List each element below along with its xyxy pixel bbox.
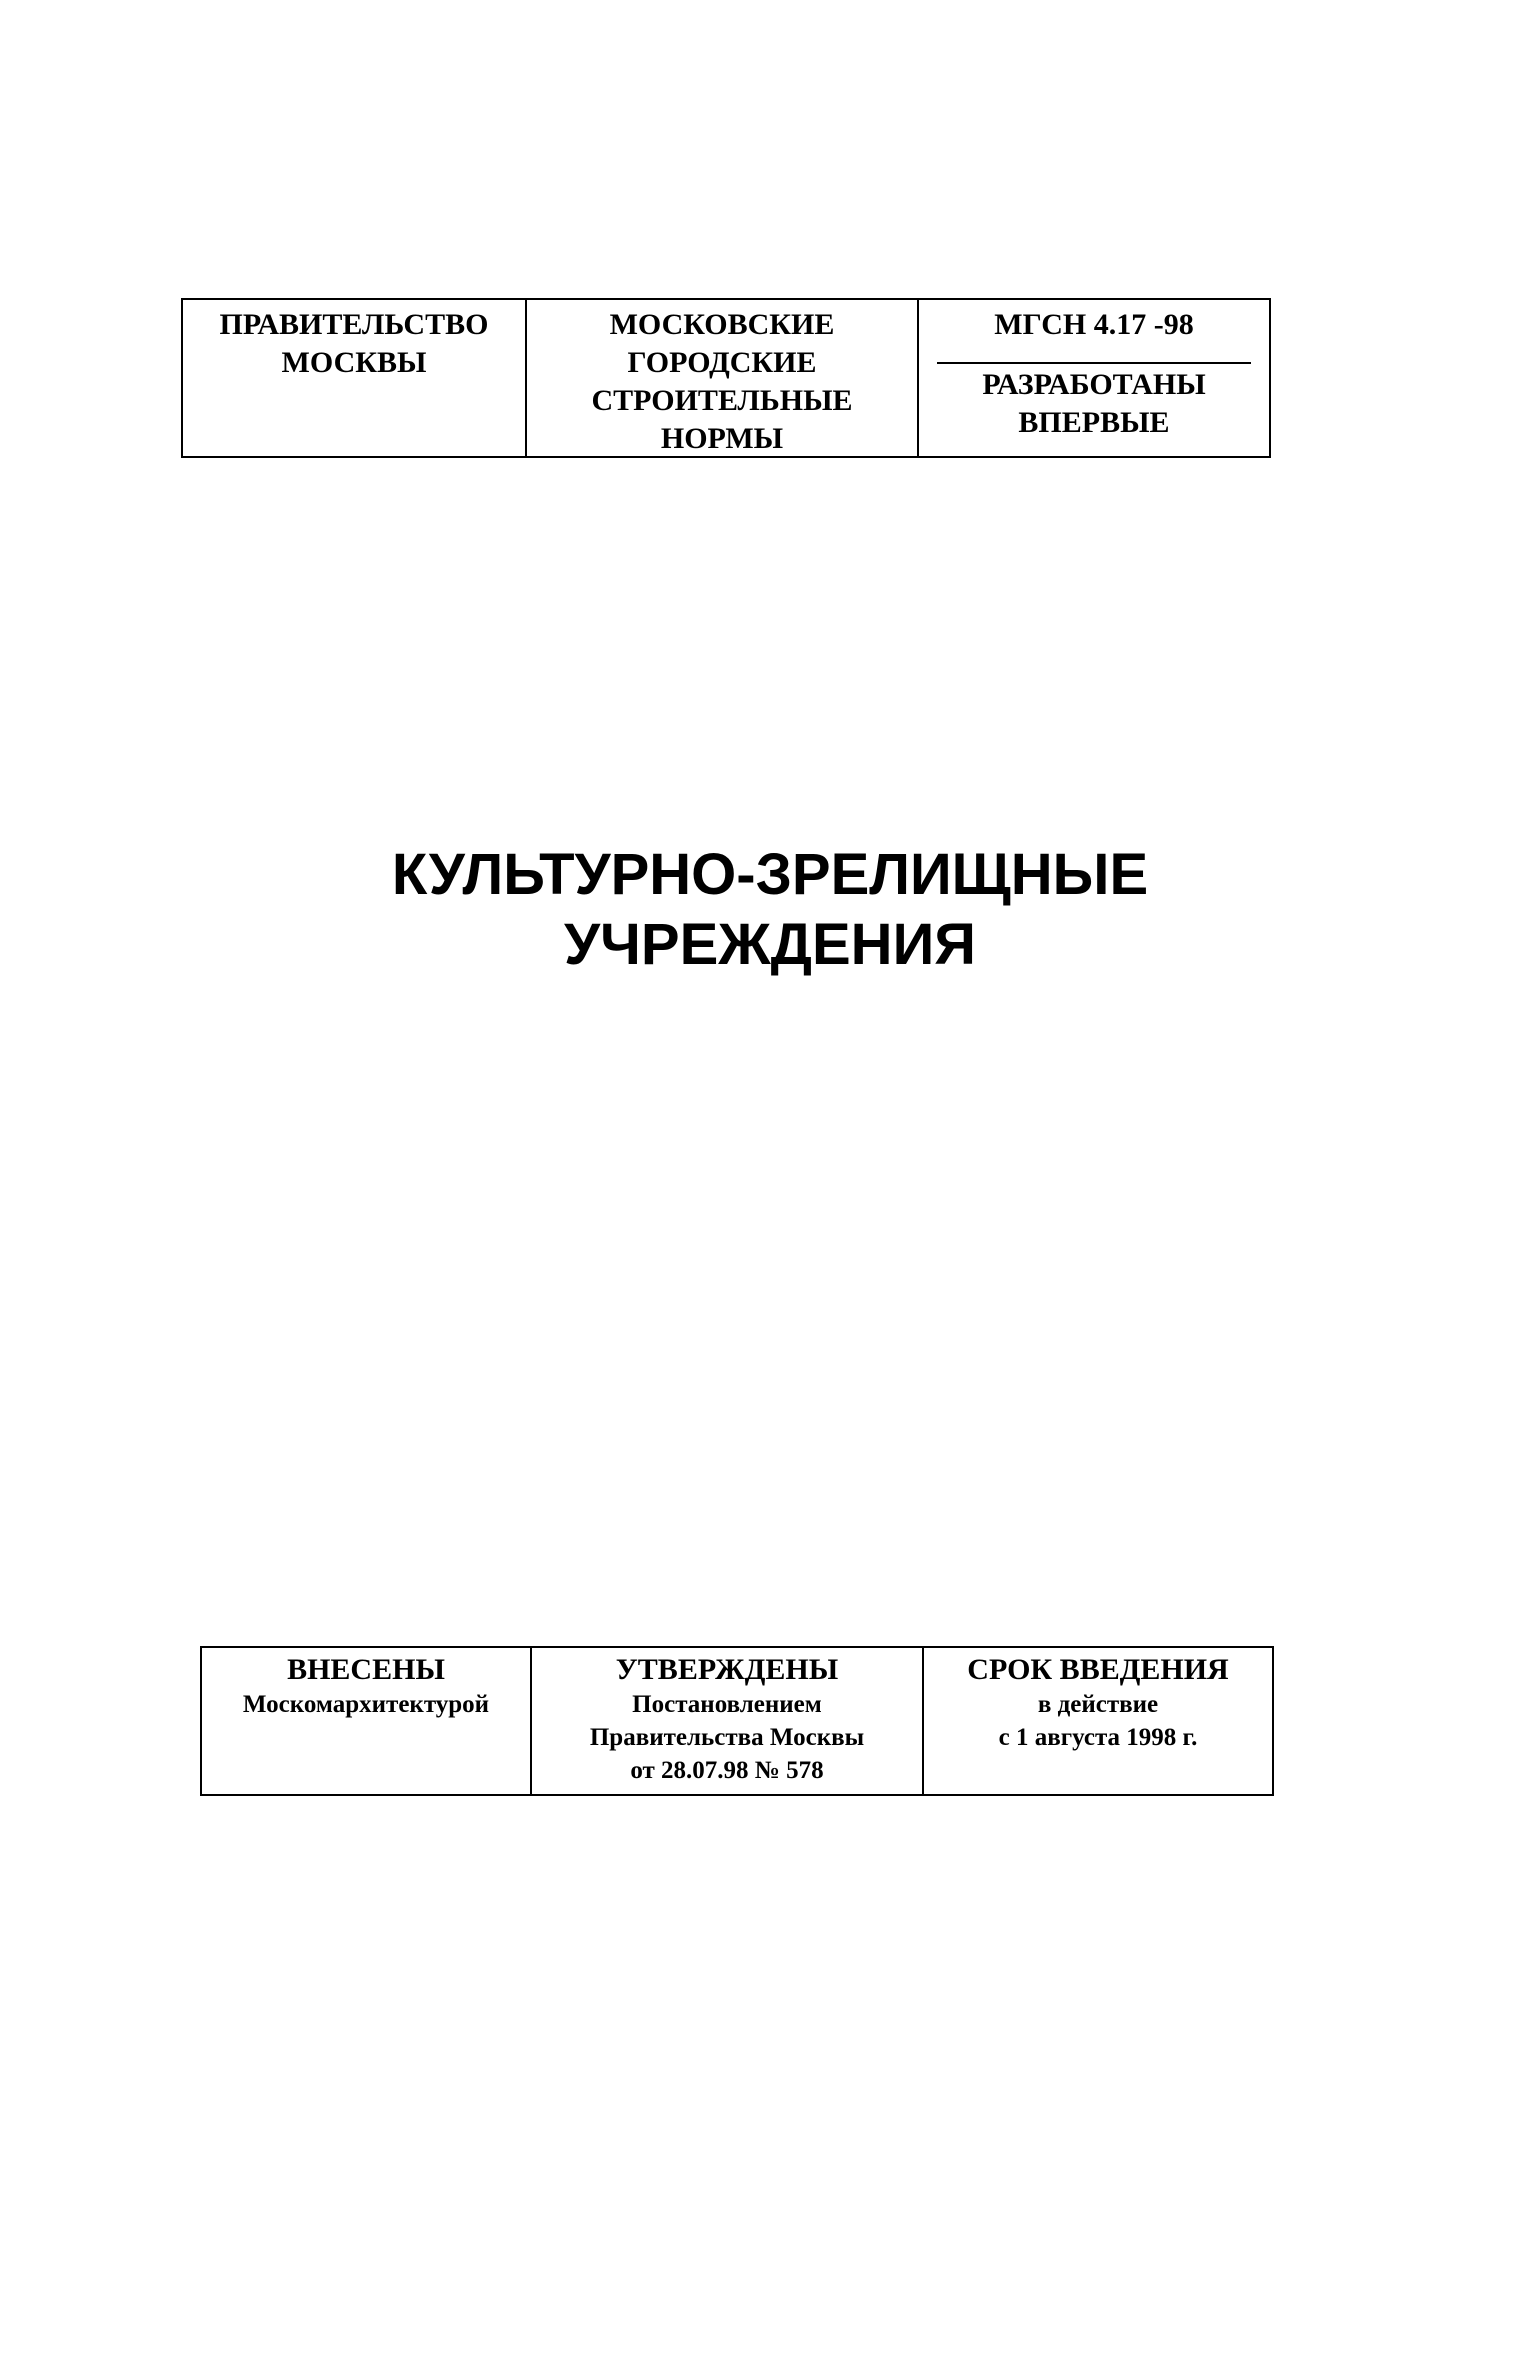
norm-type-line: ГОРОДСКИЕ [627,346,817,379]
approved-heading: УТВЕРЖДЕНЫ [615,1653,839,1686]
footer-approved-cell [532,1648,924,1794]
footer-table [200,1646,1274,1796]
approved-line: Постановлением [632,1691,822,1718]
norm-type-line: НОРМЫ [660,422,784,455]
norm-type-line: СТРОИТЕЛЬНЫЕ [591,384,853,417]
norm-type-line: МОСКОВСКИЕ [609,308,835,341]
header-norm-type-cell [527,300,919,456]
header-table [181,298,1271,458]
code-divider [937,362,1251,364]
authority-line: ПРАВИТЕЛЬСТВО [219,308,489,341]
header-authority-cell [183,300,527,456]
header-code-cell [919,300,1269,456]
title-line: УЧРЕЖДЕНИЯ [564,912,976,977]
effective-line: с 1 августа 1998 г. [998,1724,1198,1751]
footer-introduced-cell [202,1648,532,1794]
status-line: РАЗРАБОТАНЫ [982,368,1206,401]
title-line: КУЛЬТУРНО-ЗРЕЛИЩНЫЕ [391,842,1149,907]
introduced-heading: ВНЕСЕНЫ [287,1653,445,1686]
approved-line: Правительства Москвы [589,1724,865,1751]
authority-line: МОСКВЫ [281,346,427,379]
footer-effective-cell [924,1648,1272,1794]
approved-line: от 28.07.98 № 578 [630,1757,824,1784]
effective-line: в действие [1037,1691,1159,1718]
status-line: ВПЕРВЫЕ [1018,406,1170,439]
effective-heading: СРОК ВВЕДЕНИЯ [967,1653,1229,1686]
document-title [0,840,1540,980]
introduced-by: Москомархитектурой [242,1691,490,1718]
document-code: МГСН 4.17 -98 [994,308,1194,341]
